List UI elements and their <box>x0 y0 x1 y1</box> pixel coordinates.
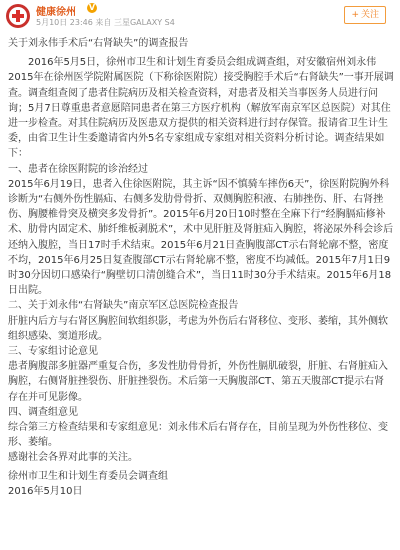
section-2-paragraph: 肝脏内后方与右肾区胸腔间软组织影，考虑为外伤后右肾移位、变形、萎缩，其外侧软组织感染、窦道形成。 <box>8 315 388 342</box>
report-intro: 2016年5月5日，徐州市卫生和计划生育委员会组成调查组，对安徽宿州刘永伟2015年在徐州医学院附属医院（下称徐医附院）接受胸腔手术后“右肾缺失”一事开展调查。调查组查阅了患者住院病历及相关检查资料，对患者及相关当事医务人员进行问询；5月7日尊重患者意愿陪同患者在第三方医疗机构（解放军南京军区总医院）对其住进一步检查。对其住院病历及医患双方提供的相关资料进行封存保管。报请省卫生计生委，由省卫生计生委邀请省内外5名专家组成专家组对相关资料分析讨论。调查结果如下： <box>8 57 394 160</box>
follow-label: 关注 <box>360 10 379 20</box>
section-2-title: 二、关于刘永伟“右肾缺失”南京军区总医院检查报告 <box>8 300 239 312</box>
signature-date: 2016年5月10日 <box>8 485 83 497</box>
section-1-paragraph: 2015年6月19日，患者入住徐医附院，其主诉“因不慎骑车摔伤6天”，徐医附院胸外科诊断为“右侧外伤性膈疝、右侧多发肋骨骨折、双侧胸腔积液、右肺挫伤、肝、右肾挫伤、胸腰椎骨突及横突多发骨折”。2015年6月20日10时整在全麻下行“经胸膈疝修补术、肋骨内固定术、肺纤维板剥脱术”，术中见肝脏及肾脏疝入胸腔，将泌尿外科会诊后还纳入腹腔，当日17时手术结束。2015年6月21日查胸腹部CT示右肾轮廓不整，密度不均，2015年6月25日复查腹部CT示右肾轮廓不整，密度不均减低。2015年7月1日9时30分因切口感染行“胸壁切口清创缝合术”，当日11时30分手术结束。2015年6月18日出院。 <box>8 178 394 297</box>
section-4-title: 四、调查组意见 <box>8 406 78 418</box>
post-meta: 5月10日 23:46 来自 三星GALAXY S4 <box>36 18 175 27</box>
plus-icon: + <box>351 10 359 20</box>
thanks-line: 感谢社会各界对此事的关注。 <box>8 452 138 464</box>
post-body <box>8 36 394 499</box>
section-3-title: 三、专家组讨论意见 <box>8 346 98 358</box>
verified-badge-icon: V <box>88 3 96 12</box>
post-header <box>0 0 400 34</box>
section-4-paragraph: 综合第三方检查结果和专家组意见：刘永伟术后右肾存在，目前呈现为外伤性移位、变形、萎缩。 <box>8 422 388 449</box>
section-1-title: 一、患者在徐医附院的诊治经过 <box>8 163 148 175</box>
section-3-paragraph: 患者胸腹部多脏器严重复合伤，多发性肋骨骨折，外伤性膈肌破裂，肝脏、右肾脏疝入胸腔，右侧肾脏挫裂伤、肝脏挫裂伤。术后第一天胸腹部CT、第五天腹部CT提示右肾存在并可见影像。 <box>8 361 388 403</box>
report-title: 关于刘永伟手术后“右肾缺失”的调查报告 <box>8 38 189 49</box>
avatar[interactable] <box>6 4 30 28</box>
follow-button[interactable] <box>344 6 386 24</box>
signature-org: 徐州市卫生和计划生育委员会调查组 <box>8 470 168 482</box>
red-cross-logo-icon <box>8 6 28 26</box>
username[interactable]: 健康徐州 <box>36 7 76 18</box>
